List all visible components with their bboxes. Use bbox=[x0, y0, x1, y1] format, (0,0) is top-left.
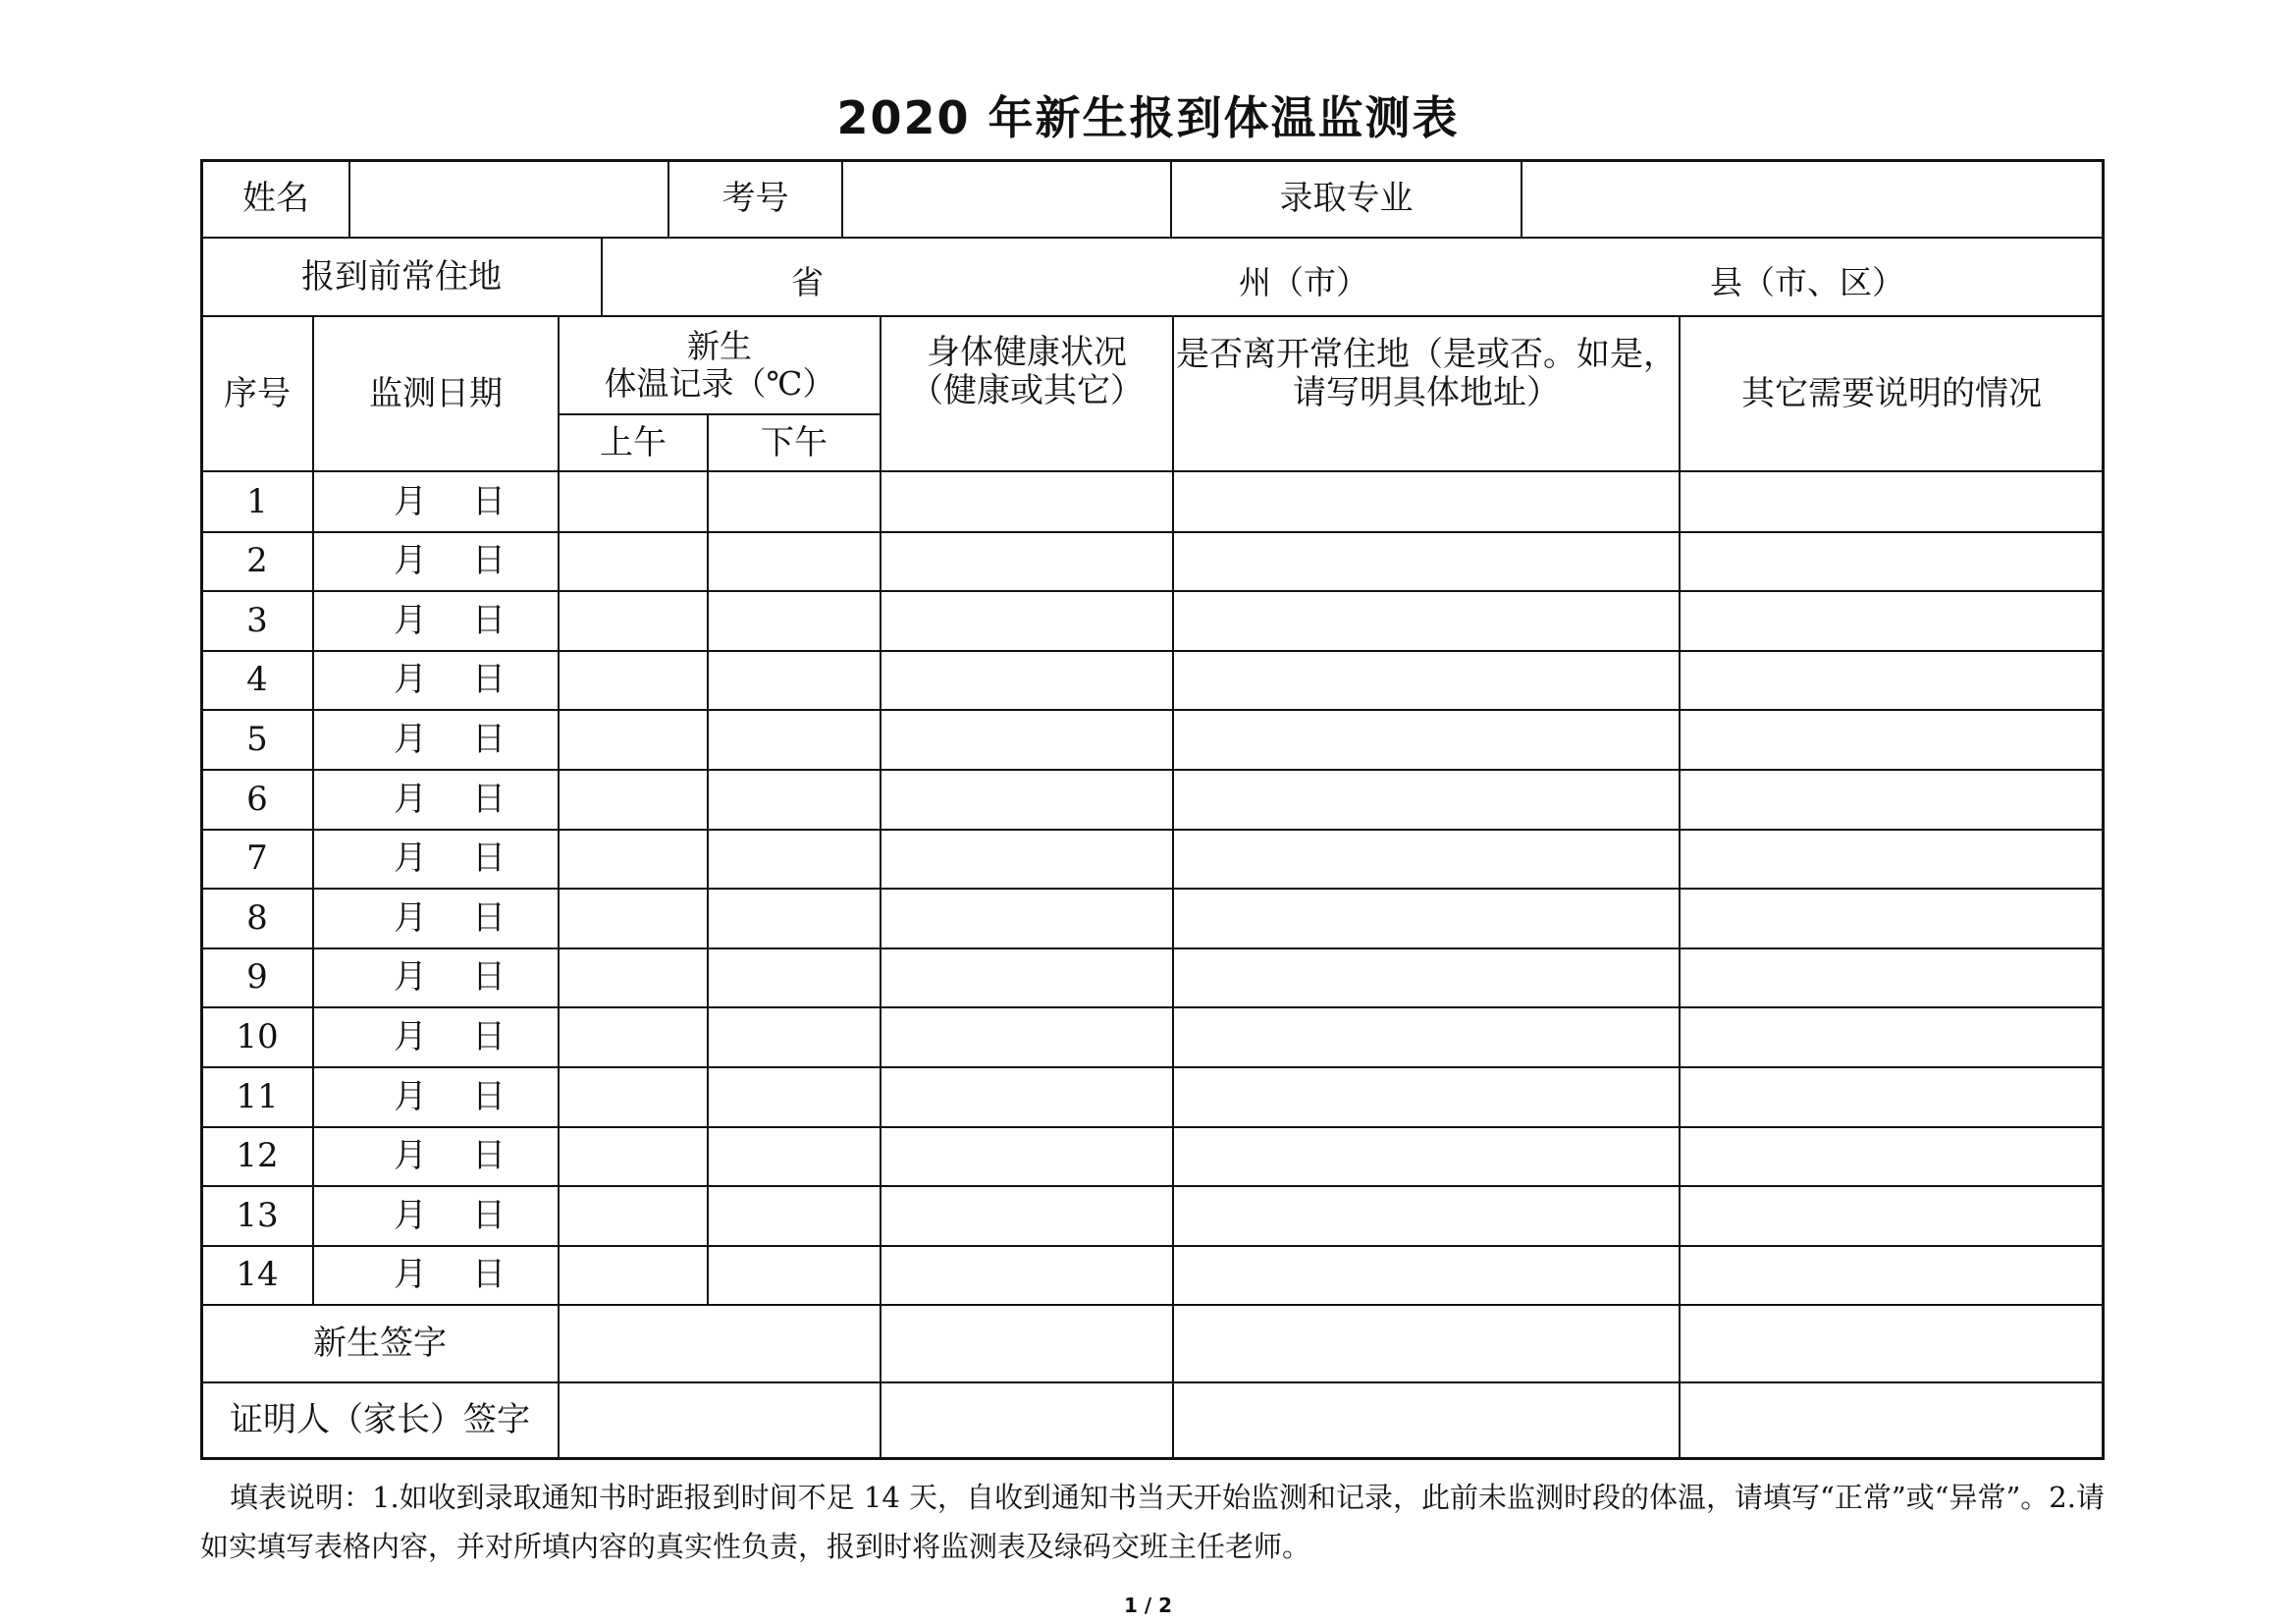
grid-line bbox=[841, 161, 843, 237]
am-temp-field[interactable] bbox=[560, 472, 707, 532]
health-header-line1: 身体健康状况 bbox=[927, 333, 1127, 372]
health-field[interactable] bbox=[881, 532, 1172, 591]
row-seq: 12 bbox=[236, 1136, 279, 1176]
grid-line bbox=[200, 237, 2105, 239]
health-header bbox=[881, 334, 1172, 442]
health-header-line2: （健康或其它） bbox=[910, 371, 1144, 411]
grid-line bbox=[200, 1185, 2105, 1187]
page-number: 1 / 2 bbox=[1123, 1594, 1173, 1617]
am-temp-field[interactable] bbox=[560, 710, 707, 770]
grid-line bbox=[200, 650, 2105, 652]
date-header: 监测日期 bbox=[369, 373, 503, 413]
pm-temp-field[interactable] bbox=[709, 651, 880, 710]
grid-line bbox=[200, 947, 2105, 949]
grid-line bbox=[200, 1006, 2105, 1008]
row-seq: 5 bbox=[246, 719, 268, 759]
pm-temp-field[interactable] bbox=[709, 889, 880, 948]
other-field[interactable] bbox=[1681, 532, 2103, 591]
fill-instructions: 填表说明：1.如收到录取通知书时距报到时间不足 14 天，自收到通知书当天开始监测和记录，此前未监测时段的体温，请填写“正常”或“异常”。2.请如实填写表格内容，并对所填内容的真实性负责，报到时将监测表及绿码交班主任老师。 bbox=[200, 1481, 2105, 1563]
left-home-field[interactable] bbox=[1174, 1067, 1679, 1127]
exam-no-field[interactable] bbox=[842, 161, 1171, 238]
health-field[interactable] bbox=[881, 948, 1172, 1007]
am-temp-field[interactable] bbox=[560, 830, 707, 889]
left-home-field[interactable] bbox=[1174, 1127, 1679, 1186]
row-seq: 13 bbox=[236, 1195, 279, 1235]
health-field[interactable] bbox=[881, 1067, 1172, 1127]
county-label: 县（市、区） bbox=[1710, 263, 1904, 301]
row-month: 月 bbox=[394, 719, 427, 759]
left-home-field[interactable] bbox=[1174, 1007, 1679, 1067]
health-field[interactable] bbox=[881, 472, 1172, 532]
grid-line bbox=[707, 413, 709, 1306]
am-temp-field[interactable] bbox=[560, 948, 707, 1007]
row-month: 月 bbox=[394, 1255, 427, 1295]
health-field[interactable] bbox=[881, 770, 1172, 830]
row-day: 日 bbox=[472, 719, 506, 759]
other-field[interactable] bbox=[1681, 591, 2103, 651]
row-month: 月 bbox=[394, 957, 427, 998]
grid-line bbox=[200, 1304, 2105, 1306]
pm-temp-field[interactable] bbox=[709, 591, 880, 651]
pm-header: 下午 bbox=[761, 422, 828, 462]
other-field[interactable] bbox=[1681, 1246, 2103, 1305]
health-field[interactable] bbox=[881, 1007, 1172, 1067]
row-seq: 9 bbox=[246, 957, 268, 998]
temp-header-line2: 体温记录（℃） bbox=[604, 364, 835, 403]
other-field[interactable] bbox=[1681, 830, 2103, 889]
grid-line bbox=[558, 315, 560, 1458]
am-temp-field[interactable] bbox=[560, 889, 707, 948]
other-field[interactable] bbox=[1681, 1067, 2103, 1127]
row-month: 月 bbox=[394, 839, 427, 879]
row-seq: 8 bbox=[246, 897, 268, 938]
major-field[interactable] bbox=[1522, 161, 2102, 238]
witness-signature-label: 证明人（家长）签字 bbox=[230, 1400, 530, 1440]
student-signature-label: 新生签字 bbox=[313, 1324, 447, 1364]
row-seq: 11 bbox=[236, 1076, 279, 1116]
health-field[interactable] bbox=[881, 651, 1172, 710]
row-seq: 4 bbox=[246, 660, 268, 700]
pm-temp-field[interactable] bbox=[709, 830, 880, 889]
left-home-field[interactable] bbox=[1174, 472, 1679, 532]
left-home-field[interactable] bbox=[1174, 591, 1679, 651]
pm-temp-field[interactable] bbox=[709, 770, 880, 830]
row-month: 月 bbox=[394, 541, 427, 581]
other-field[interactable] bbox=[1681, 710, 2103, 770]
grid-line bbox=[200, 1381, 2105, 1383]
grid-line bbox=[200, 1245, 2105, 1247]
row-day: 日 bbox=[472, 600, 506, 640]
row-day: 日 bbox=[472, 1195, 506, 1235]
grid-line bbox=[200, 1066, 2105, 1068]
other-field[interactable] bbox=[1681, 1186, 2103, 1246]
other-field[interactable] bbox=[1681, 651, 2103, 710]
row-seq: 10 bbox=[236, 1016, 279, 1056]
other-header: 其它需要说明的情况 bbox=[1741, 373, 2042, 413]
row-day: 日 bbox=[472, 779, 506, 819]
grid-line bbox=[200, 829, 2105, 831]
am-temp-field[interactable] bbox=[560, 651, 707, 710]
temp-header-line1: 新生 bbox=[687, 327, 752, 366]
health-field[interactable] bbox=[881, 889, 1172, 948]
left-home-field[interactable] bbox=[1174, 1186, 1679, 1246]
grid-line bbox=[200, 1126, 2105, 1128]
am-temp-field[interactable] bbox=[560, 1007, 707, 1067]
row-day: 日 bbox=[472, 1255, 506, 1295]
pm-temp-field[interactable] bbox=[709, 1186, 880, 1246]
major-label: 录取专业 bbox=[1279, 179, 1414, 219]
row-month: 月 bbox=[394, 481, 427, 521]
am-temp-field[interactable] bbox=[560, 1246, 707, 1305]
left-home-field[interactable] bbox=[1174, 830, 1679, 889]
residence-label: 报到前常住地 bbox=[301, 256, 502, 297]
left-home-field[interactable] bbox=[1174, 889, 1679, 948]
pm-temp-field[interactable] bbox=[709, 472, 880, 532]
grid-line bbox=[1521, 161, 1522, 237]
grid-line bbox=[601, 237, 603, 315]
row-seq: 3 bbox=[246, 600, 268, 640]
grid-line bbox=[667, 161, 669, 237]
row-seq: 7 bbox=[246, 839, 268, 879]
am-temp-field[interactable] bbox=[560, 1186, 707, 1246]
grid-line bbox=[1172, 315, 1174, 1458]
row-month: 月 bbox=[394, 600, 427, 640]
left-home-field[interactable] bbox=[1174, 710, 1679, 770]
row-month: 月 bbox=[394, 1136, 427, 1176]
other-field[interactable] bbox=[1681, 948, 2103, 1007]
left-home-field[interactable] bbox=[1174, 770, 1679, 830]
am-temp-field[interactable] bbox=[560, 770, 707, 830]
pm-temp-field[interactable] bbox=[709, 948, 880, 1007]
name-label: 姓名 bbox=[242, 179, 309, 219]
row-day: 日 bbox=[472, 1016, 506, 1056]
row-seq: 1 bbox=[246, 481, 268, 521]
prefecture-label: 州（市） bbox=[1239, 263, 1368, 301]
health-field[interactable] bbox=[881, 830, 1172, 889]
left-home-header: 是否离开常住地（是或否。如是，请写明具体地址） bbox=[1176, 335, 1677, 413]
grid-line bbox=[200, 590, 2105, 592]
other-field[interactable] bbox=[1681, 1007, 2103, 1067]
left-home-field[interactable] bbox=[1174, 948, 1679, 1007]
pm-temp-field[interactable] bbox=[709, 710, 880, 770]
am-header: 上午 bbox=[600, 422, 667, 462]
row-month: 月 bbox=[394, 779, 427, 819]
am-temp-field[interactable] bbox=[560, 1127, 707, 1186]
grid-line bbox=[560, 413, 880, 415]
seq-header: 序号 bbox=[224, 373, 291, 413]
row-day: 日 bbox=[472, 957, 506, 998]
row-month: 月 bbox=[394, 1195, 427, 1235]
row-month: 月 bbox=[394, 660, 427, 700]
health-field[interactable] bbox=[881, 1186, 1172, 1246]
grid-line bbox=[200, 709, 2105, 711]
row-day: 日 bbox=[472, 1076, 506, 1116]
left-home-field[interactable] bbox=[1174, 532, 1679, 591]
other-field[interactable] bbox=[1681, 1127, 2103, 1186]
pm-temp-field[interactable] bbox=[709, 1067, 880, 1127]
row-day: 日 bbox=[472, 1136, 506, 1176]
am-temp-field[interactable] bbox=[560, 532, 707, 591]
witness-signature-field[interactable] bbox=[560, 1383, 2103, 1458]
page-title: 2020 年新生报到体温监测表 bbox=[836, 91, 1460, 144]
row-month: 月 bbox=[394, 1016, 427, 1056]
row-month: 月 bbox=[394, 1076, 427, 1116]
left-home-field[interactable] bbox=[1174, 1246, 1679, 1305]
grid-line bbox=[200, 531, 2105, 533]
other-field[interactable] bbox=[1681, 889, 2103, 948]
row-month: 月 bbox=[394, 897, 427, 938]
student-signature-field[interactable] bbox=[560, 1306, 2103, 1382]
health-field[interactable] bbox=[881, 710, 1172, 770]
health-field[interactable] bbox=[881, 1127, 1172, 1186]
row-day: 日 bbox=[472, 660, 506, 700]
health-field[interactable] bbox=[881, 1246, 1172, 1305]
grid-line bbox=[200, 315, 2105, 317]
exam-no-label: 考号 bbox=[721, 179, 789, 219]
grid-line bbox=[1170, 161, 1172, 237]
grid-line bbox=[200, 470, 2105, 472]
pm-temp-field[interactable] bbox=[709, 1246, 880, 1305]
health-field[interactable] bbox=[881, 591, 1172, 651]
row-seq: 2 bbox=[246, 541, 268, 581]
grid-line bbox=[880, 315, 881, 1458]
province-label: 省 bbox=[791, 263, 824, 301]
pm-temp-field[interactable] bbox=[709, 1007, 880, 1067]
name-field[interactable] bbox=[349, 161, 668, 238]
temp-header bbox=[560, 319, 880, 411]
other-field[interactable] bbox=[1681, 770, 2103, 830]
row-seq: 14 bbox=[236, 1255, 279, 1295]
pm-temp-field[interactable] bbox=[709, 1127, 880, 1186]
grid-line bbox=[312, 315, 314, 1306]
pm-temp-field[interactable] bbox=[709, 532, 880, 591]
grid-line bbox=[200, 888, 2105, 890]
am-temp-field[interactable] bbox=[560, 1067, 707, 1127]
row-day: 日 bbox=[472, 897, 506, 938]
row-day: 日 bbox=[472, 839, 506, 879]
row-day: 日 bbox=[472, 481, 506, 521]
grid-line bbox=[1679, 315, 1681, 1458]
left-home-field[interactable] bbox=[1174, 651, 1679, 710]
grid-line bbox=[348, 161, 350, 237]
other-field[interactable] bbox=[1681, 472, 2103, 532]
row-day: 日 bbox=[472, 541, 506, 581]
grid-line bbox=[200, 769, 2105, 771]
row-seq: 6 bbox=[246, 779, 268, 819]
am-temp-field[interactable] bbox=[560, 591, 707, 651]
